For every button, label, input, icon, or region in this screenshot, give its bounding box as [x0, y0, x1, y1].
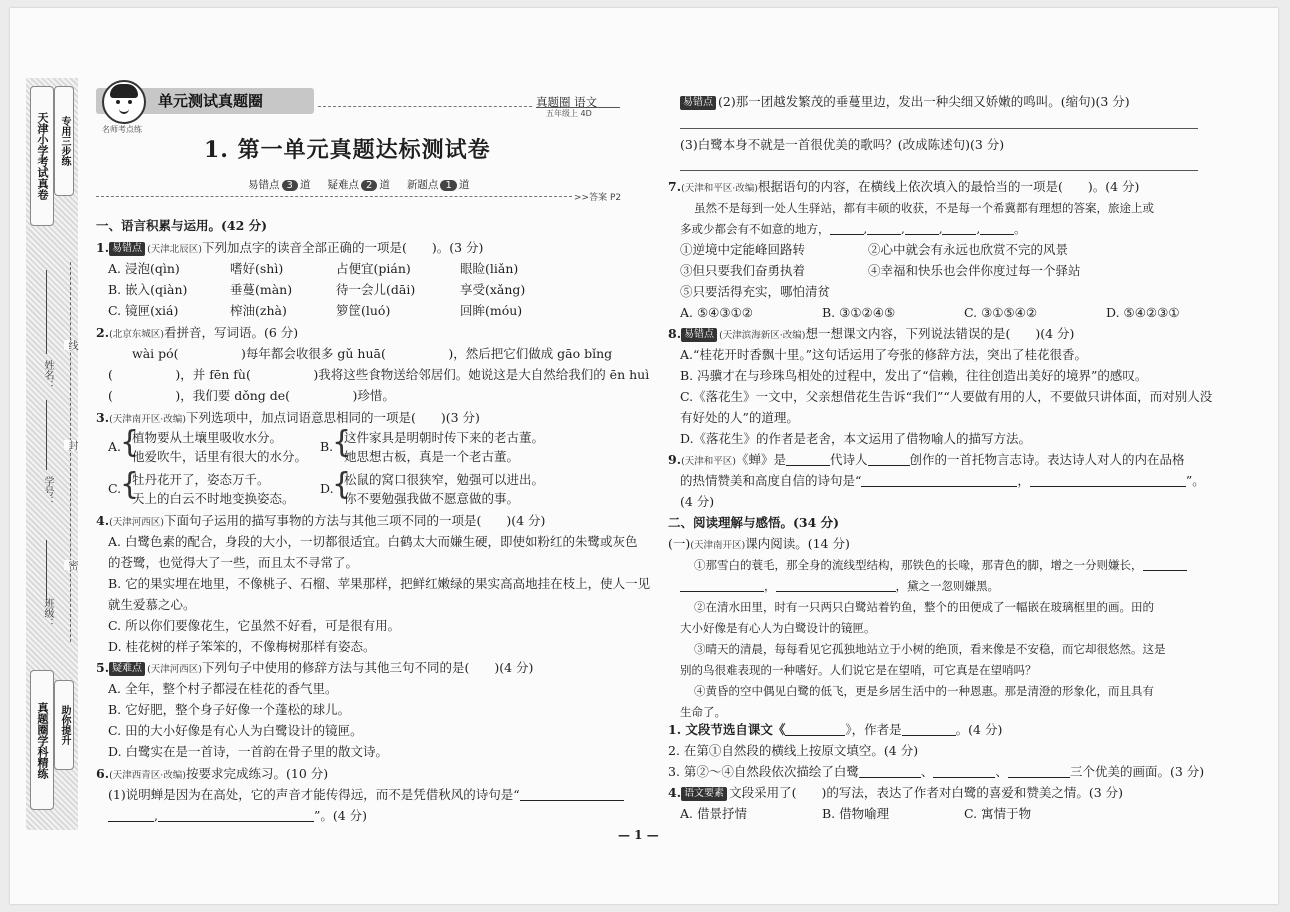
q7-stem: 7.(天津和平区·改编)根据语句的内容，在横线上依次填入的最恰当的一项是( )。(4 分) [668, 179, 1140, 194]
paper-title: 1. 第一单元真题达标测试卷 [204, 137, 491, 163]
stat-difficult: 疑难点 2 道 [327, 179, 390, 191]
strip-bottom-sub: 助你提升 [54, 680, 74, 770]
q6-part2: 易错点 (2)那一团越发繁茂的垂蔓里边，发出一种尖细又娇嫩的鸣叫。(缩句)(3 分) [680, 92, 1130, 111]
q2-line1: wài pó( )每年都会收很多 gǔ huā( )，然后把它们做成 gāo bǐng [132, 346, 613, 361]
reading-para-2: ②在清水田里，时有一只两只白鹭站着钓鱼，整个的田便成了一幅嵌在玻璃框里的画。田的 [694, 600, 1154, 614]
reading-q4-tag: 语文要素 [681, 787, 727, 801]
q5-tag: 疑难点 [109, 662, 145, 676]
q4-b: B. 它的果实埋在地里，不像桃子、石榴、苹果那样，把鲜红嫩绿的果实高高地挂在枝上，使人一见 [108, 576, 651, 591]
reading-q4-opt-b: B. 借物喻理 [822, 806, 890, 821]
strip-top-sub: 专用三步练 [54, 86, 74, 196]
q1-c-4: 回眸(móu) [460, 303, 523, 318]
stats-row [248, 173, 481, 192]
q5-stem: 5. 疑难点 (天津河西区)下列句子中使用的修辞方法与其他三句不同的是( )(4 分) [96, 660, 534, 675]
reading-para-1: ①那雪白的蓑毛，那全身的流线型结构，那铁色的长喙，那青色的脚，增之一分则嫌长， [694, 556, 1187, 575]
field-class-line [46, 540, 47, 600]
q3-brace-d: { [332, 467, 352, 502]
q1-tag: 易错点 [109, 242, 145, 256]
grade-label: 五年级上 4D [546, 109, 592, 118]
q8-b: B. 冯骥才在与珍珠鸟相处的过程中，发出了“信赖，往往创造出美好的境界”的感叹。 [680, 368, 1148, 383]
q6-part2-tag: 易错点 [680, 96, 716, 110]
field-number: 学号： [42, 476, 53, 506]
q2-line3: ( )，我们要 dǒng de( )珍惜。 [108, 388, 395, 403]
reading-para-4: ④黄昏的空中偶见白鹭的低飞，更是乡居生活中的一种恩惠。那是清澄的形象化，而且具有 [694, 684, 1154, 698]
q7-passage-1: 虽然不是每到一处人生驿站，都有丰硕的收获，不是每一个希冀都有理想的答案，旅途上或 [694, 201, 1154, 215]
q7-choice-b: B. ③①②④⑤ [822, 305, 896, 320]
q5-a: A. 全年，整个村子都浸在桂花的香气里。 [108, 681, 338, 696]
field-number-line [46, 400, 47, 470]
q7-passage-2: 多或少都会有不如意的地方， , , , , 。 [680, 222, 1026, 236]
stat-new: 新题点 1 道 [406, 179, 470, 191]
answer-dash-rule [96, 196, 572, 197]
reading-para-3: ③晴天的清晨，每每看见它孤独地站立于小树的绝顶，看来像是不安稳，而它却很悠然。这是 [694, 642, 1166, 656]
q4-c: C. 所以你们要像花生，它虽然不好看，可是很有用。 [108, 618, 401, 633]
q8-d: D.《落花生》的作者是老舍，本文运用了借物喻人的描写方法。 [680, 431, 1032, 446]
q3-a1: 植物要从土壤里吸收水分。 [132, 430, 283, 445]
q6-stem: 6.(天津西青区·改编)按要求完成练习。(10 分) [96, 766, 329, 781]
q4-b-cont: 就生爱慕之心。 [108, 597, 196, 612]
q1-a-4: 眼睑(liǎn) [460, 261, 519, 276]
q3-c1: 牡丹花开了，姿态万千。 [132, 472, 270, 487]
q7-opt-3: ③但只要我们奋勇执着 [680, 263, 806, 278]
seal-mark-mi: 密 [66, 560, 77, 570]
q1-c-3: 箩筐(luó) [336, 303, 391, 318]
q1-c-2: 榨油(zhà) [230, 303, 287, 318]
reading-q2: 2. 在第①自然段的横线上按原文填空。(4 分) [668, 743, 919, 758]
reading-q3: 3. 第②～④自然段依次描绘了白鹭 、 、 三个优美的画面。(3 分) [668, 764, 1205, 779]
q5-b: B. 它好肥，整个身子好像一个蓬松的球儿。 [108, 702, 351, 717]
q9-line2: 的热情赞美和高度自信的诗句是“ ， ”。 [680, 473, 1205, 488]
seal-line [70, 262, 71, 642]
q6-part2-answer-line[interactable] [680, 128, 1198, 129]
answer-reference: >>答案 P2 [574, 193, 622, 203]
reading-q4-opt-a: A. 借景抒情 [680, 806, 747, 821]
q3-label-b: B. [320, 439, 334, 454]
header-dash-rule [318, 106, 532, 107]
q8-tag: 易错点 [681, 328, 717, 342]
q3-b1: 这件家具是明朝时传下来的老古董。 [344, 430, 545, 445]
q2-line2: ( )，并 fēn fù( )我将这些食物送给邻居们。她说这是大自然给我们的 ēn huì [108, 367, 650, 382]
q4-d: D. 桂花树的样子笨笨的，不像梅树那样有姿态。 [108, 639, 376, 654]
reading-q4: 4. 语文要素 文段采用了( )的写法，表达了作者对白鹭的喜爱和赞美之情。(3 分) [668, 785, 1123, 800]
q6-part1: (1)说明蝉是因为在高处，它的声音才能传得远，而不是凭借秋风的诗句是“ [108, 785, 624, 804]
q2-stem: 2.(北京东城区)看拼音，写词语。(6 分) [96, 325, 299, 340]
mascot-icon [102, 80, 146, 124]
q7-choice-d: D. ⑤④②③① [1106, 305, 1180, 320]
series-label: 真题圈 语文 [536, 95, 598, 109]
q3-brace-b: { [332, 425, 352, 460]
q3-c2: 天上的白云不时地变换姿态。 [132, 491, 295, 506]
section2-heading: 二、阅读理解与感悟。(34 分) [668, 515, 840, 530]
mascot-caption: 名师考点练 [102, 125, 142, 134]
q7-opt-4: ④幸福和快乐也会伴你度过每一个驿站 [868, 263, 1081, 278]
q5-d: D. 白鹭实在是一首诗，一首韵在骨子里的散文诗。 [108, 744, 389, 759]
q6-part1-cont: , ”。(4 分) [108, 806, 367, 825]
q1-a-3: 占便宜(pián) [336, 261, 411, 276]
q4-stem: 4.(天津河西区)下面句子运用的描写事物的方法与其他三项不同的一项是( )(4 分) [96, 513, 546, 528]
q3-label-c: C. [108, 481, 122, 496]
reading-q1: 1. 文段节选自课文《 》，作者是 。(4 分) [668, 722, 1003, 737]
seal-mark-xian: 线 [66, 340, 77, 350]
q4-a: A. 白鹭色素的配合，身段的大小，一切都很适宜。白鹤太大而嫌生硬，即使如粉红的朱鹭或灰色 [108, 534, 638, 549]
part1-heading: (一)(天津南开区)课内阅读。(14 分) [668, 536, 850, 551]
q8-c-cont: 有好处的人”的道理。 [680, 410, 799, 425]
q3-d1: 松鼠的窝口很狭窄，勉强可以进出。 [344, 472, 545, 487]
strip-top-block: 天津小学考试真卷 [30, 86, 54, 226]
q6-part3: (3)白鹭本身不就是一首很优美的歌吗？(改成陈述句)(3 分) [680, 137, 1005, 152]
section1-heading: 一、语言积累与运用。(42 分) [96, 218, 268, 233]
field-name-line [46, 270, 47, 354]
q1-b-4: 享受(xǎng) [460, 282, 526, 297]
reading-para-3-cont: 别的鸟很难表现的一种嗜好。人们说它是在望哨，可它真是在望哨吗？ [680, 663, 1037, 677]
reading-para-4-cont: 生命了。 [680, 705, 726, 719]
q7-choice-a: A. ⑤④③①② [680, 305, 754, 320]
q1-c-1: C. 镜匣(xiá) [108, 303, 179, 318]
q7-opt-1: ①逆境中定能峰回路转 [680, 242, 806, 257]
q1-a-2: 嗜好(shì) [230, 261, 284, 276]
q4-a-cont: 的苍鹭，也觉得大了一些，而且太不寻常了。 [108, 555, 359, 570]
q3-stem: 3.(天津南开区·改编)下列选项中，加点词语意思相同的一项是( )(3 分) [96, 410, 480, 425]
q8-a: A.“桂花开时香飘十里。”这句话运用了夸张的修辞方法，突出了桂花很香。 [680, 347, 1088, 362]
banner-title: 单元测试真题圈 [96, 88, 314, 114]
q3-a2: 他爱吹牛，话里有很大的水分。 [132, 449, 308, 464]
page-number: — 1 — [618, 828, 659, 842]
q9-stem: 9.(天津和平区)《蝉》是 代诗人 创作的一首托物言志诗。表达诗人对人的内在品格 [668, 452, 1185, 467]
q7-opt-2: ②心中就会有永远也欣赏不完的风景 [868, 242, 1069, 257]
field-name: 姓名： [42, 360, 53, 390]
q3-brace-a: { [120, 425, 140, 460]
q8-c: C.《落花生》一文中，父亲想借花生告诉“我们”“人要做有用的人，不要做只讲体面，而对别人没 [680, 389, 1213, 404]
q8-stem: 8. 易错点 (天津滨海新区·改编)想一想课文内容，下列说法错误的是( )(4 分) [668, 326, 1075, 341]
q3-label-d: D. [320, 481, 334, 496]
seal-mark-feng: 封 [66, 440, 77, 450]
q6-part3-answer-line[interactable] [680, 170, 1198, 171]
q3-d2: 你不要勉强我做不愿意做的事。 [344, 491, 520, 506]
q9-score: (4 分) [680, 494, 715, 509]
q5-c: C. 田的大小好像是有心人为白鹭设计的镜匣。 [108, 723, 363, 738]
q1-b-2: 垂蔓(màn) [230, 282, 293, 297]
series-underline [536, 107, 620, 108]
q3-b2: 她思想古板，真是一个老古董。 [344, 449, 520, 464]
q1-stem: 1. 易错点 (天津北辰区)下列加点字的读音全部正确的一项是( )。(3 分) [96, 240, 484, 255]
q7-opt-5: ⑤只要活得充实，哪怕清贫 [680, 284, 831, 299]
field-class: 班级： [42, 598, 53, 628]
reading-q4-opt-c: C. 寓情于物 [964, 806, 1032, 821]
reading-para-1-cont: ， ，黛之一忽则嫌黑。 [680, 577, 999, 596]
reading-para-2-cont: 大小好像是有心人为白鹭设计的镜匣。 [680, 621, 876, 635]
stat-easy-mistake: 易错点 3 道 [248, 179, 311, 191]
q1-a-1: A. 浸泡(qìn) [108, 261, 180, 276]
strip-bottom-block: 真题圈学科精练 [30, 670, 54, 810]
q1-b-1: B. 嵌入(qiàn) [108, 282, 188, 297]
q3-brace-c: { [120, 467, 140, 502]
q1-b-3: 待一会儿(dāi) [336, 282, 416, 297]
q7-choice-c: C. ③①⑤④② [964, 305, 1038, 320]
q3-label-a: A. [108, 439, 122, 454]
